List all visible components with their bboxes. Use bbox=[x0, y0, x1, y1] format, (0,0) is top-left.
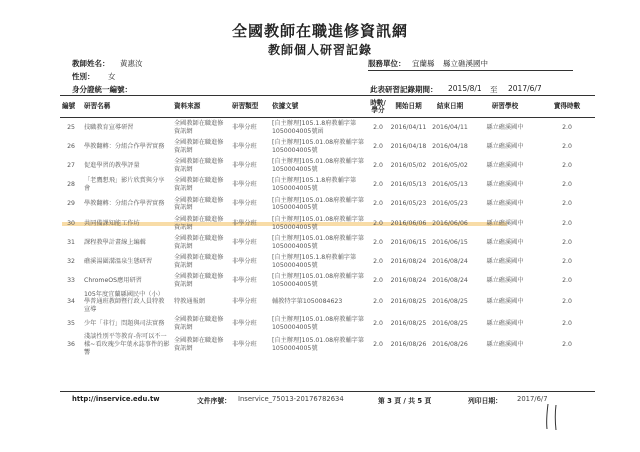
period-label: 此表研習記錄期間： bbox=[370, 85, 438, 94]
teacher-name-label: 教師姓名： bbox=[72, 59, 110, 68]
cell-end: 2016/05/02 bbox=[432, 162, 468, 170]
gender-value: 女 bbox=[108, 72, 116, 81]
cell-name: 「老鷹想飛」影片欣賞與分享會 bbox=[84, 177, 165, 193]
cell-school: 縣立礁溪國中 bbox=[486, 340, 524, 348]
cell-name: 少年「非行」問題與司法實務 bbox=[84, 319, 165, 327]
cell-start: 2016/04/18 bbox=[390, 142, 427, 150]
gender-label: 性別： bbox=[72, 72, 95, 81]
cell-school: 縣立礁溪國中 bbox=[486, 142, 524, 150]
id-number-label: 身分證統一編號： bbox=[72, 85, 132, 94]
footer-url[interactable]: http://inservice.edu.tw bbox=[72, 395, 160, 403]
cell-end: 2016/08/25 bbox=[432, 319, 468, 327]
cell-type: 非學分班 bbox=[232, 319, 257, 327]
cell-source: 全國教師在職進修資訊網 bbox=[174, 196, 224, 212]
cell-no: 26 bbox=[67, 142, 75, 150]
cell-earned: 2.0 bbox=[562, 162, 572, 170]
cell-doc: 輔教特字第1050084623 bbox=[272, 298, 343, 306]
cell-start: 2016/06/06 bbox=[390, 219, 427, 227]
cell-no: 30 bbox=[67, 219, 75, 227]
cell-no: 33 bbox=[67, 277, 75, 285]
cell-school: 縣立礁溪國中 bbox=[486, 319, 524, 327]
cell-name: 技職教育宣導研習 bbox=[84, 123, 134, 131]
cell-source: 全國教師在職進修資訊網 bbox=[174, 315, 224, 331]
cell-earned: 2.0 bbox=[562, 200, 572, 208]
cell-type: 非學分班 bbox=[232, 219, 257, 227]
cell-type: 非學分班 bbox=[232, 277, 257, 285]
cell-source: 全國教師在職進修資訊網 bbox=[174, 254, 224, 269]
table-row bbox=[60, 314, 595, 333]
cell-earned: 2.0 bbox=[562, 181, 572, 189]
cell-type: 非學分班 bbox=[232, 200, 257, 208]
unit-county: 宜蘭縣 bbox=[412, 59, 435, 68]
cell-hours: 2.0 bbox=[373, 340, 383, 348]
unit-label: 服務單位： bbox=[368, 59, 406, 68]
table-row bbox=[60, 233, 595, 252]
cell-source: 全國教師在職進修資訊網 bbox=[174, 139, 224, 154]
cell-source: 全國教師在職進修資訊網 bbox=[174, 337, 224, 352]
cell-earned: 2.0 bbox=[562, 238, 572, 246]
cell-start: 2016/05/13 bbox=[390, 181, 427, 189]
table-row bbox=[60, 252, 595, 271]
cell-end: 2016/08/25 bbox=[432, 298, 468, 306]
cell-earned: 2.0 bbox=[562, 298, 572, 306]
col-header-source: 資料來源 bbox=[172, 97, 230, 118]
cell-name: 學教翻轉：分組合作學習實務 bbox=[84, 200, 165, 208]
col-header-school: 研習學校 bbox=[471, 97, 539, 118]
cell-no: 36 bbox=[67, 340, 75, 348]
cell-earned: 2.0 bbox=[562, 219, 572, 227]
header-top-rule bbox=[60, 95, 595, 96]
cell-start: 2016/08/24 bbox=[390, 277, 427, 285]
cell-doc: [自主辦理]105.01.08府教輔字第1050004005號 bbox=[272, 215, 365, 231]
col-header-hours: 時數/學分 bbox=[368, 97, 388, 118]
teacher-name-value: 黃惠汝 bbox=[120, 59, 143, 68]
col-header-no: 編號 bbox=[60, 97, 82, 118]
cell-hours: 2.0 bbox=[373, 142, 383, 150]
page-title: 全國教師在職進修資訊網 bbox=[231, 22, 408, 40]
col-header-doc: 依據文號 bbox=[270, 97, 368, 118]
page-indicator: 第 3 頁 / 共 5 頁 bbox=[378, 397, 432, 405]
table-row bbox=[60, 272, 595, 291]
cell-no: 35 bbox=[67, 319, 75, 327]
cell-hours: 2.0 bbox=[373, 219, 383, 227]
unit-school: 縣立礁溪國中 bbox=[443, 59, 488, 68]
cell-start: 2016/08/24 bbox=[390, 258, 427, 266]
cell-no: 34 bbox=[67, 298, 75, 306]
cell-earned: 2.0 bbox=[562, 123, 572, 131]
training-records-table bbox=[60, 97, 595, 356]
cell-start: 2016/04/11 bbox=[390, 123, 427, 131]
period-from: 2015/8/1 bbox=[448, 84, 482, 93]
table-row bbox=[60, 291, 595, 314]
cell-name: 學教翻轉：分組合作學習實務 bbox=[84, 142, 165, 150]
doc-number-value: Inservice_75013-20176782634 bbox=[238, 395, 344, 403]
cell-name: 課程教學計畫線上編輯 bbox=[84, 238, 146, 246]
period-to: 2017/6/7 bbox=[508, 84, 542, 93]
cell-name: 共同備課知能工作坊 bbox=[84, 219, 140, 227]
cell-no: 29 bbox=[67, 200, 75, 208]
cell-source: 全國教師在職進修資訊網 bbox=[174, 177, 224, 193]
print-date-label: 列印日期： bbox=[468, 397, 502, 405]
cell-end: 2016/06/15 bbox=[432, 238, 468, 246]
cell-hours: 2.0 bbox=[373, 162, 383, 170]
cell-name: 促進學習的教學評量 bbox=[84, 162, 140, 170]
cell-start: 2016/08/25 bbox=[390, 298, 427, 306]
cell-source: 全國教師在職進修資訊網 bbox=[174, 158, 224, 173]
table-row bbox=[60, 118, 595, 138]
doc-number-label: 文件序號： bbox=[197, 397, 231, 405]
cell-end: 2016/08/24 bbox=[432, 258, 468, 266]
cell-school: 縣立礁溪國中 bbox=[486, 162, 524, 170]
cell-source: 特教通報網 bbox=[174, 298, 205, 306]
cell-start: 2016/08/25 bbox=[390, 319, 427, 327]
cell-doc: [自主辦理]105.01.08府教輔字第1050004005號 bbox=[272, 158, 365, 173]
cell-hours: 2.0 bbox=[373, 181, 383, 189]
cell-end: 2016/05/13 bbox=[432, 181, 468, 189]
cell-type: 非學分班 bbox=[232, 142, 257, 150]
cell-doc: [自主辦理]105.1.8府教輔字第1050004005號 bbox=[272, 177, 357, 193]
table-row bbox=[60, 176, 595, 195]
cell-source: 全國教師在職進修資訊網 bbox=[174, 234, 224, 250]
cell-start: 2016/05/02 bbox=[390, 162, 427, 170]
cell-doc: [自主辦理]105.1.8府教輔字第1050004005號 bbox=[272, 254, 357, 269]
col-header-earned: 實得時數 bbox=[539, 97, 595, 118]
cell-type: 非學分班 bbox=[232, 181, 257, 189]
cell-end: 2016/04/18 bbox=[432, 142, 468, 150]
cell-school: 縣立礁溪國中 bbox=[486, 238, 524, 246]
cell-source: 全國教師在職進修資訊網 bbox=[174, 215, 224, 231]
cell-doc: [自主辦理]105.01.08府教輔字第1050004005號 bbox=[272, 315, 365, 331]
print-date-value: 2017/6/7 bbox=[517, 395, 548, 403]
cell-school: 縣立礁溪國中 bbox=[486, 181, 524, 189]
cell-hours: 2.0 bbox=[373, 298, 383, 306]
cell-end: 2016/04/11 bbox=[432, 123, 468, 131]
cell-no: 32 bbox=[67, 258, 75, 266]
cell-doc: [自主辦理]105.1.8府教輔字第1050004005號函 bbox=[272, 119, 357, 135]
cell-doc: [自主辦理]105.01.08府教輔字第1050004005號 bbox=[272, 196, 365, 212]
cell-type: 非學分班 bbox=[232, 340, 257, 348]
cell-name: 淺談性別平等教育-你可以不一樣~看玫瑰少年葉永誌事件的影響 bbox=[84, 333, 170, 356]
cell-hours: 2.0 bbox=[373, 123, 383, 131]
footer-rule bbox=[60, 391, 595, 392]
col-header-start: 開始日期 bbox=[388, 97, 429, 118]
table-row bbox=[60, 214, 595, 233]
cell-type: 非學分班 bbox=[232, 298, 257, 306]
cell-name: 105年度宜蘭縣國民中（小）學普通班教師暨行政人員特教宣導 bbox=[84, 290, 165, 314]
cell-end: 2016/08/24 bbox=[432, 277, 468, 285]
table-row bbox=[60, 195, 595, 214]
cell-source: 全國教師在職進修資訊網 bbox=[174, 273, 224, 289]
cell-start: 2016/08/26 bbox=[390, 340, 427, 348]
table-row bbox=[60, 333, 595, 356]
cell-earned: 2.0 bbox=[562, 340, 572, 348]
cell-end: 2016/05/23 bbox=[432, 200, 468, 208]
cell-hours: 2.0 bbox=[373, 258, 383, 266]
cell-no: 31 bbox=[67, 238, 75, 246]
cell-type: 非學分班 bbox=[232, 258, 257, 266]
handwritten-marks bbox=[542, 402, 564, 432]
cell-school: 縣立礁溪國中 bbox=[486, 277, 524, 285]
col-header-end: 結束日期 bbox=[429, 97, 471, 118]
cell-hours: 2.0 bbox=[373, 277, 383, 285]
table-row bbox=[60, 156, 595, 175]
cell-doc: [自主辦理]105.01.08府教輔字第1050004005號 bbox=[272, 234, 365, 250]
cell-no: 27 bbox=[67, 162, 75, 170]
cell-end: 2016/08/26 bbox=[432, 340, 468, 348]
cell-start: 2016/05/23 bbox=[390, 200, 427, 208]
cell-doc: [自主辦理]105.01.08府教輔字第1050004005號 bbox=[272, 337, 365, 352]
cell-source: 全國教師在職進修資訊網 bbox=[174, 119, 224, 135]
cell-earned: 2.0 bbox=[562, 319, 572, 327]
cell-no: 25 bbox=[67, 123, 75, 131]
cell-type: 非學分班 bbox=[232, 238, 257, 246]
cell-hours: 2.0 bbox=[373, 200, 383, 208]
cell-name: 礁溪湯圍溝溫泉生態研習 bbox=[84, 258, 153, 266]
period-to-label: 至 bbox=[490, 85, 498, 94]
cell-school: 縣立礁溪國中 bbox=[486, 219, 524, 227]
cell-earned: 2.0 bbox=[562, 142, 572, 150]
cell-type: 非學分班 bbox=[232, 162, 257, 170]
cell-school: 縣立礁溪國中 bbox=[486, 298, 524, 306]
cell-type: 非學分班 bbox=[232, 123, 257, 131]
cell-end: 2016/06/06 bbox=[432, 219, 468, 227]
table-header-row bbox=[60, 97, 595, 118]
page-subtitle: 教師個人研習記錄 bbox=[267, 43, 372, 57]
cell-hours: 2.0 bbox=[373, 238, 383, 246]
cell-start: 2016/06/15 bbox=[390, 238, 427, 246]
cell-school: 縣立礁溪國中 bbox=[486, 123, 524, 131]
cell-school: 縣立礁溪國中 bbox=[486, 258, 524, 266]
table-row bbox=[60, 137, 595, 156]
cell-doc: [自主辦理]105.01.08府教輔字第1050004005號 bbox=[272, 139, 365, 154]
unit-underline bbox=[368, 70, 573, 71]
col-header-type: 研習類型 bbox=[230, 97, 270, 118]
cell-earned: 2.0 bbox=[562, 277, 572, 285]
cell-no: 28 bbox=[67, 181, 75, 189]
cell-doc: [自主辦理]105.01.08府教輔字第1050004005號 bbox=[272, 273, 365, 289]
cell-school: 縣立礁溪國中 bbox=[486, 200, 524, 208]
cell-hours: 2.0 bbox=[373, 319, 383, 327]
col-header-name: 研習名稱 bbox=[82, 97, 172, 118]
cell-name: ChromeOS應用研習 bbox=[84, 277, 142, 285]
cell-earned: 2.0 bbox=[562, 258, 572, 266]
